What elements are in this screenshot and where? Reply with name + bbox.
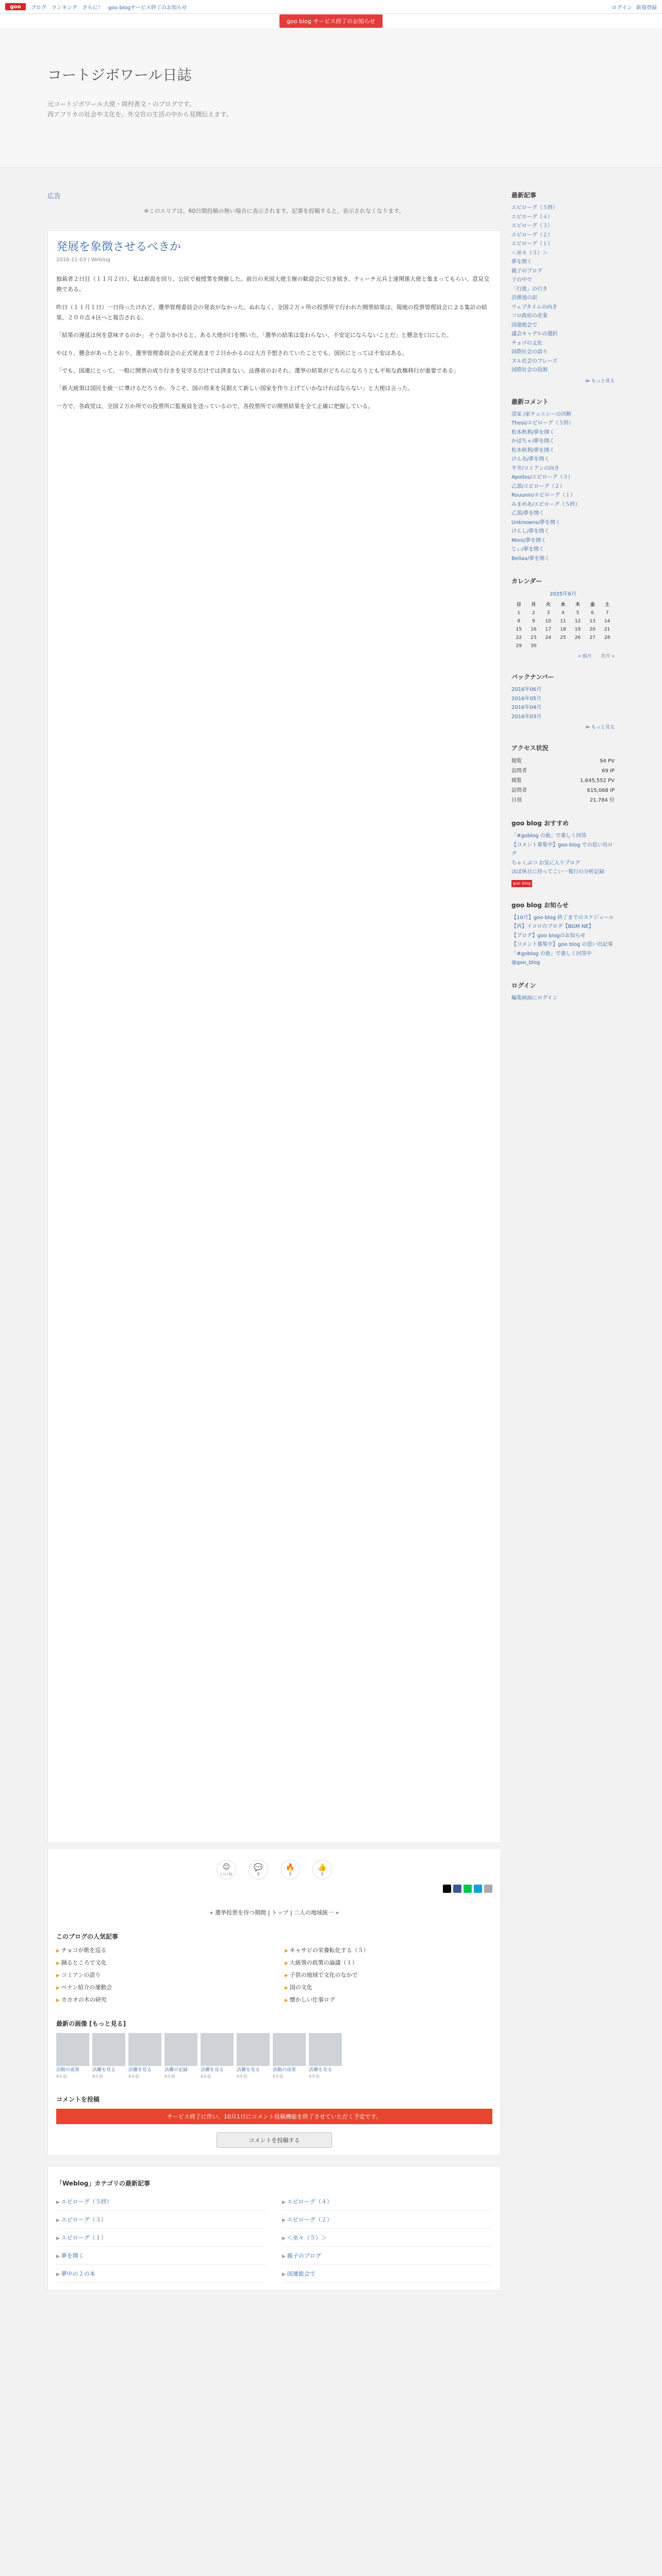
recent-post-link[interactable]: 親子のブログ — [511, 268, 542, 274]
recent-post-link[interactable]: 国際社会の語り — [511, 349, 548, 355]
category-item[interactable]: ▶ 国連総会で — [282, 2265, 492, 2283]
access-block — [511, 743, 615, 805]
calendar-day: 3 — [547, 611, 550, 616]
recent-image-caption[interactable]: 活躍を見る — [309, 2067, 333, 2073]
recent-image-item[interactable] — [309, 2033, 342, 2079]
recent-image-item[interactable] — [92, 2033, 125, 2079]
calendar-day: 24 — [545, 635, 552, 640]
post-paragraph: 昨日（１１月１日）一日待ったけれど、選挙管理委員会の発表がなかった。ぬれなく、全国２万ヶ所の投票所で行われた開票結果は、現地の投票管理員会による集計の結果、２００点４区へと報告される。 — [56, 303, 487, 321]
recent-comment-link[interactable]: Mimi/夢を開く — [511, 537, 547, 544]
access-label: 訪問者 — [511, 768, 527, 774]
category-item[interactable]: ▶ エピローグ（３） — [56, 2211, 267, 2229]
calendar-day: 13 — [589, 619, 595, 624]
comment-heading: コメントを投稿 — [56, 2095, 100, 2103]
recent-image-caption[interactable]: 活躍の記録 — [164, 2067, 188, 2073]
access-value: 94 PV — [600, 758, 615, 764]
backnumber-link[interactable]: 2016年04月 — [511, 705, 542, 710]
calendar-weekday: 月 — [531, 602, 536, 607]
recent-post-link[interactable]: エピローグ（１） — [511, 241, 553, 247]
post-paragraph: 一方で、各政党は、全国２万か所での投票所に監視員を送っているので、各投票所での開票結果を全て正確に把握している。 — [56, 402, 374, 410]
access-value: 615,068 IP — [587, 788, 615, 793]
goo-recommend-link[interactable]: ちゃくぶつ お気に入りブログ — [511, 860, 581, 866]
calendar-day: 15 — [516, 627, 522, 632]
login-block — [511, 981, 615, 1003]
recent-comment-link[interactable]: Bellaa/夢を開く — [511, 555, 550, 562]
calendar-day: 23 — [531, 635, 537, 640]
goo-recommend-heading: goo blog おすすめ — [511, 820, 569, 827]
recent-posts-list — [511, 204, 615, 375]
recent-image-item[interactable] — [201, 2033, 234, 2079]
login-link-side[interactable]: 編集画面にログイン — [511, 995, 558, 1001]
recent-image-thumbnail[interactable] — [128, 2033, 161, 2066]
line-share-icon[interactable] — [464, 1885, 472, 1893]
goo-info-link[interactable]: 「#goblog の旅」で楽しく回答中 — [511, 951, 592, 957]
calendar-weekday: 土 — [605, 602, 610, 607]
category-card — [47, 2166, 501, 2291]
calendar-week — [511, 609, 615, 617]
goo-info-link[interactable]: 【10月】goo blog 終了までのスケジュール — [511, 914, 614, 921]
popular-list — [56, 1946, 492, 2004]
goo-info-link[interactable]: 【ブログ】goo blogのお知らせ — [511, 933, 586, 939]
recent-post-link[interactable]: 国際社会の役割 — [511, 367, 548, 373]
calendar-weekday: 日 — [516, 602, 521, 607]
calendar-day: 28 — [604, 635, 610, 640]
signup-link[interactable]: 新規登録 — [636, 5, 657, 11]
calendar-day: 10 — [545, 619, 552, 624]
calendar-day: 18 — [560, 627, 566, 632]
login-heading: ログイン — [511, 981, 536, 989]
recent-comment-link[interactable]: Apollos/エピローグ（３） — [511, 474, 573, 480]
recent-image-date: 6年前 — [273, 2074, 284, 2079]
goo-info-link[interactable]: 【再】イコロのブログ【BGM NE】 — [511, 924, 594, 929]
login-link[interactable]: ログイン — [611, 5, 632, 11]
recent-image-date: 6年前 — [164, 2074, 176, 2079]
post-paragraph: やはり、懸念があったとおり、選挙管理委員会の正式発表まで２日かかるのは大方予想されていたことでも、国民にとっては不安はある。 — [56, 349, 408, 357]
recent-post-link[interactable]: 夢を開く — [511, 259, 532, 265]
calendar-day: 2 — [532, 611, 535, 616]
recent-image-item[interactable] — [128, 2033, 161, 2079]
goo-info-link[interactable]: @goo_blog — [511, 960, 540, 965]
backnumber-block — [511, 672, 615, 730]
calendar-table — [511, 599, 615, 650]
reaction-button[interactable] — [249, 1860, 268, 1879]
recent-image-thumbnail[interactable] — [237, 2033, 270, 2066]
ad-area — [47, 191, 501, 215]
calendar-week — [511, 642, 615, 650]
recent-image-caption[interactable]: 活躍を見る — [128, 2067, 152, 2073]
recent-posts-heading: 最新記事 — [511, 192, 537, 199]
recent-image-thumbnail[interactable] — [309, 2033, 342, 2066]
calendar-weekday: 金 — [590, 602, 595, 607]
calendar-day — [556, 642, 571, 650]
access-row — [511, 766, 615, 776]
service-end-notice — [0, 14, 662, 28]
recent-comment-link[interactable]: みまめあ/エピローグ（５終） — [511, 501, 581, 507]
calendar-day: 5 — [576, 611, 580, 616]
calendar-block — [511, 577, 615, 659]
recent-comment-link[interactable]: Rouunin/エピローグ（１） — [511, 493, 576, 498]
access-list — [511, 756, 615, 805]
backnumber-link[interactable]: 2016年06月 — [511, 687, 542, 692]
recent-post-link[interactable]: エピローグ（４） — [511, 214, 553, 220]
post-paragraph: 「結果の遅延は何を意味するのか」 そう語りかけると、ある大使が口を開いた。「選挙の結果は変わらない、不安定にならないことだ」と懸念を口にした。 — [56, 332, 452, 339]
topbar-link-ranking[interactable]: ランキング — [52, 5, 77, 11]
calendar-week — [511, 617, 615, 625]
access-row — [511, 756, 615, 766]
recent-post-link[interactable]: チョゴの文化 — [511, 340, 542, 346]
calendar-day: 14 — [604, 619, 610, 624]
post-comment-button[interactable]: コメントを投稿する — [217, 2132, 332, 2148]
recent-image-caption[interactable]: 活動の成果 — [273, 2067, 296, 2073]
hatena-share-icon[interactable] — [474, 1885, 482, 1893]
comment-notice: サービス終了に伴い、10月1日にコメント投稿機能を終了させていただく予定です。 — [56, 2109, 492, 2124]
reaction-count: 0 — [289, 1871, 292, 1876]
access-label: 訪問者 — [511, 788, 527, 793]
ad-note: ※このエリアは、60日間投稿の無い場合に表示されます。記事を投稿すると、表示されなくなります。 — [144, 208, 405, 214]
access-row — [511, 786, 615, 795]
recent-post-link[interactable]: エピローグ（３） — [511, 223, 553, 229]
ad-label: 広告 — [47, 193, 61, 200]
access-value: 69 IP — [602, 768, 615, 774]
popular-item[interactable]: ▶ ペナン紹介の運動会 — [56, 1983, 264, 1991]
category-item[interactable]: ▶ 夢を開く — [56, 2247, 267, 2265]
calendar-day: 20 — [589, 627, 595, 632]
backnumber-heading: バックナンバー — [511, 673, 554, 681]
recent-comments-heading: 最新コメント — [511, 398, 549, 405]
blog-description: 元コートジボワール大使・岡村善文・のブログです。 西アフリカの社会や文化を、外交官の生活の中から見聞伝えます。 — [47, 100, 233, 118]
goo-info-heading: goo blog お知らせ — [511, 901, 569, 909]
access-value: 21,784 位 — [589, 798, 615, 803]
recent-images-heading[interactable]: 最新の画像 [もっと見る] — [56, 2020, 126, 2027]
post-footer-card — [47, 1848, 501, 2156]
recent-comment-link[interactable]: かぼちゃ/夢を開く — [511, 438, 555, 444]
recent-comment-link[interactable]: Unknowns/夢を開く — [511, 519, 560, 526]
recent-post-link[interactable]: ウェブタイムの向き — [511, 304, 557, 310]
calendar-day: 22 — [516, 635, 522, 640]
popular-item[interactable]: ▶ 子供の地域で文化のなかで — [285, 1971, 492, 1979]
facebook-share-icon[interactable] — [453, 1885, 461, 1893]
recent-image-item[interactable] — [237, 2033, 270, 2079]
reaction-count: いいね — [220, 1871, 233, 1876]
goo-recommend-link[interactable]: 「#goblog の旅」で楽しく回答 — [511, 833, 587, 839]
reaction-count: 0 — [321, 1871, 324, 1876]
post-meta: 2016-11-03 | Weblog — [56, 257, 110, 263]
recent-post-link[interactable]: エピローグ（５終） — [511, 205, 558, 211]
x-share-icon[interactable] — [443, 1885, 451, 1893]
main-column — [47, 191, 501, 2291]
calendar-day — [541, 642, 556, 650]
calendar-day: 9 — [532, 619, 535, 624]
post-title[interactable]: 発展を象徴させるべきか — [56, 241, 181, 253]
calendar-day: 11 — [560, 619, 566, 624]
post-paragraph: 独裁者２日目（１１月２日）、私は新潟を回り、公民で被授業を開催した。前日の米国大使主催の歓迎会に引き続き、ティーチ元兵士達関係大使と集まってもらい、意見交換である。 — [56, 276, 490, 293]
access-label: 閲覧 — [511, 758, 522, 764]
goo-recommend-block — [511, 819, 615, 887]
category-list — [56, 2193, 492, 2283]
calendar-day: 8 — [517, 619, 521, 624]
blog-header — [0, 28, 662, 167]
goo-recommend-list — [511, 832, 615, 877]
backnumber-more[interactable]: ≫ もっと見る — [585, 725, 615, 730]
category-item[interactable]: ▶ エピローグ（４） — [282, 2193, 492, 2211]
recent-comment-link[interactable]: じぃ/夢を開く — [511, 547, 544, 552]
calendar-day: 25 — [560, 635, 566, 640]
recent-comment-link[interactable]: 乙部/夢を開く — [511, 511, 544, 516]
post-body — [56, 274, 492, 412]
calendar-day: 6 — [591, 611, 594, 616]
recent-post-link[interactable]: エピローグ（２） — [511, 232, 553, 238]
recent-image-caption[interactable]: 活躍を見る — [201, 2067, 224, 2073]
post-nav[interactable]: « 選挙投票を待つ期間 | トップ | 二人の地域統一 » — [209, 1909, 339, 1916]
access-row — [511, 776, 615, 786]
popular-item[interactable]: ▶ チョコが歌を巡る — [56, 1946, 264, 1954]
service-end-notice-link[interactable]: goo blog サービス終了のお知らせ — [279, 14, 383, 28]
backnumber-link[interactable]: 2016年03月 — [511, 714, 542, 720]
recent-comments-list — [511, 410, 615, 564]
recent-image-date: 6年前 — [128, 2074, 140, 2079]
popular-item[interactable]: ▶ カカオの木の研究 — [56, 1995, 264, 2004]
recent-images — [56, 2033, 492, 2079]
goo-info-list — [511, 913, 615, 968]
calendar-weekday: 木 — [575, 602, 581, 607]
popular-heading: このブログの人気記事 — [56, 1933, 119, 1940]
post-card — [47, 230, 501, 1843]
recent-post-link[interactable]: 子の中で — [511, 277, 532, 283]
category-item[interactable]: ▶ エピローグ（５終） — [56, 2193, 267, 2211]
calendar-day: 21 — [604, 627, 610, 632]
recent-comment-link[interactable]: 松本秋利/夢を開く — [511, 447, 555, 453]
goo-blog-badge[interactable]: goo blog — [511, 880, 532, 887]
calendar-heading: カレンダー — [511, 578, 542, 585]
calendar-day: 12 — [574, 619, 581, 624]
calendar-week — [511, 634, 615, 642]
reaction-icon: 👍 — [318, 1863, 327, 1872]
reaction-button[interactable] — [312, 1860, 332, 1879]
recent-image-caption[interactable]: 活躍を見る — [237, 2067, 260, 2073]
recent-posts-block — [511, 191, 615, 384]
popular-item[interactable]: ▶ 懐かしい仕事ログ — [285, 1995, 492, 2004]
popular-item[interactable]: ▶ 踊るところで文化 — [56, 1958, 264, 1967]
recent-image-thumbnail[interactable] — [201, 2033, 234, 2066]
calendar-day — [600, 642, 615, 650]
goo-info-link[interactable]: 【コメント募集中】goo blog の思い出記事 — [511, 942, 613, 947]
recent-comment-link[interactable]: 松本秋利/夢を開く — [511, 429, 555, 435]
recent-image-item[interactable] — [164, 2033, 197, 2079]
goo-logo[interactable]: goo — [5, 3, 26, 10]
recent-comment-link[interactable]: 平井/コミアンの向き — [511, 465, 559, 471]
recent-post-link[interactable]: 議会キャデルの選択 — [511, 331, 558, 337]
reaction-icon: 💬 — [254, 1863, 263, 1872]
recent-post-link[interactable]: 「行進」の行き — [511, 286, 548, 292]
reaction-buttons — [56, 1860, 492, 1879]
post-paragraph: 「でも、国連にとって、一般に開票の成り行きを見守るだけでは済まない。法務省のおそれ、選挙の結果がどちらになろうとも平和な政権移行が重要である」 — [56, 367, 459, 375]
recent-image-item[interactable] — [56, 2033, 89, 2079]
sidebar — [511, 191, 615, 1016]
recent-comment-link[interactable]: Theoi/エピローグ（５終） — [511, 420, 574, 426]
topbar-link-more[interactable]: さらに！ — [82, 5, 103, 11]
recent-post-link[interactable]: ヌル社会のフレーズ — [511, 358, 558, 364]
category-item[interactable]: ▶ ＜巫々（５）＞ — [282, 2229, 492, 2247]
recent-post-link[interactable]: ＜巫々（５）＞ — [511, 250, 548, 256]
access-label: 閲覧 — [511, 778, 522, 784]
recent-comment-link[interactable]: けんし/夢を開く — [511, 529, 550, 534]
category-heading: 「Weblog」カテゴリの最新記事 — [56, 2179, 151, 2187]
calendar-day: 4 — [561, 611, 565, 616]
pocket-share-icon[interactable] — [484, 1885, 492, 1893]
post-paragraph: 「新大統領は国民を統一に導けるだろうか。今こそ、国の将来を見据えて新しい国家を作り上げていかなければならない」と大使は言った。 — [56, 385, 413, 392]
recent-comment-link[interactable]: けんあ/夢を開く — [511, 456, 550, 462]
backnumber-list — [511, 685, 615, 721]
access-row — [511, 795, 615, 805]
goo-recommend-link[interactable]: 【コメント募集中】goo blog での思い出ログ — [511, 842, 613, 857]
calendar-day: 27 — [589, 635, 595, 640]
calendar-day: 30 — [531, 643, 537, 649]
goo-info-block — [511, 901, 615, 968]
calendar-weekday: 水 — [560, 602, 566, 607]
category-item[interactable]: ▶ 親子のブログ — [282, 2247, 492, 2265]
recent-image-thumbnail[interactable] — [56, 2033, 89, 2066]
recent-image-thumbnail[interactable] — [92, 2033, 125, 2066]
recent-image-date: 6年前 — [309, 2074, 320, 2079]
topbar-link-notice[interactable]: goo blogサービス終了のお知らせ — [108, 5, 187, 11]
category-item[interactable]: ▶ 夢中の２の本 — [56, 2265, 267, 2283]
calendar-nav[interactable]: « 前月 次月 » — [578, 654, 615, 659]
category-item[interactable]: ▶ エピローグ（２） — [282, 2211, 492, 2229]
calendar-day: 16 — [531, 627, 537, 632]
recent-image-item[interactable] — [273, 2033, 306, 2079]
access-value: 1,645,552 PV — [580, 778, 615, 784]
reaction-icon: 🔥 — [286, 1863, 295, 1872]
calendar-day — [585, 642, 600, 650]
recent-image-date: 6年前 — [56, 2074, 68, 2079]
calendar-day — [570, 642, 585, 650]
calendar-weekday: 火 — [545, 602, 551, 607]
goo-recommend-link[interactable]: ほぼ休日に持ってこい一報行の分析記録 — [511, 869, 604, 875]
access-label: 日別 — [511, 798, 522, 803]
access-heading: アクセス状況 — [511, 744, 549, 752]
reaction-count: 0 — [257, 1871, 260, 1876]
recent-posts-more[interactable]: ≫ もっと見る — [585, 378, 615, 384]
popular-item[interactable]: ▶ キャサビの栄養転化する（５） — [285, 1946, 492, 1954]
calendar-day: 19 — [574, 627, 581, 632]
recent-post-link[interactable]: 活弾道の訳 — [511, 295, 537, 301]
reaction-button[interactable] — [217, 1860, 236, 1879]
recent-image-date: 6年前 — [92, 2074, 104, 2079]
recent-comment-link[interactable]: 清家 /家チュニシーの決断 — [511, 411, 572, 417]
calendar-day: 29 — [516, 643, 522, 649]
topbar — [0, 0, 662, 14]
reaction-button[interactable] — [280, 1860, 300, 1879]
calendar-day: 7 — [605, 611, 609, 616]
calendar-month: 2025年6月 — [550, 591, 576, 597]
popular-item[interactable]: ▶ 大統領の政策の論議（１） — [285, 1958, 492, 1967]
recent-image-caption[interactable]: 活躍を見る — [92, 2067, 116, 2073]
recent-comment-link[interactable]: 乙部/エピローグ（２） — [511, 483, 565, 489]
reaction-icon: 😊 — [222, 1862, 230, 1871]
calendar-day: 17 — [545, 627, 552, 632]
recent-post-link[interactable]: ソロ政府の産業 — [511, 313, 548, 319]
recent-image-thumbnail[interactable] — [273, 2033, 306, 2066]
recent-image-date: 6年前 — [237, 2074, 248, 2079]
calendar-day: 1 — [517, 611, 521, 616]
category-item[interactable]: ▶ エピローグ（１） — [56, 2229, 267, 2247]
sns-share — [56, 1885, 492, 1893]
recent-image-caption[interactable]: 活動の成果 — [56, 2067, 80, 2073]
recent-image-thumbnail[interactable] — [164, 2033, 197, 2066]
popular-item[interactable]: ▶ コミアンの語り — [56, 1971, 264, 1979]
blog-title[interactable]: コートジボワール日誌 — [47, 66, 192, 83]
popular-item[interactable]: ▶ 国の文化 — [285, 1983, 492, 1991]
calendar-weekday-row — [511, 599, 615, 609]
calendar-day: 26 — [574, 635, 581, 640]
topbar-link-blog[interactable]: ブログ — [31, 5, 46, 11]
recent-comments-block — [511, 397, 615, 564]
calendar-week — [511, 625, 615, 634]
recent-post-link[interactable]: 国連総会で — [511, 322, 537, 328]
recent-image-date: 6年前 — [201, 2074, 212, 2079]
backnumber-link[interactable]: 2016年05月 — [511, 696, 542, 702]
